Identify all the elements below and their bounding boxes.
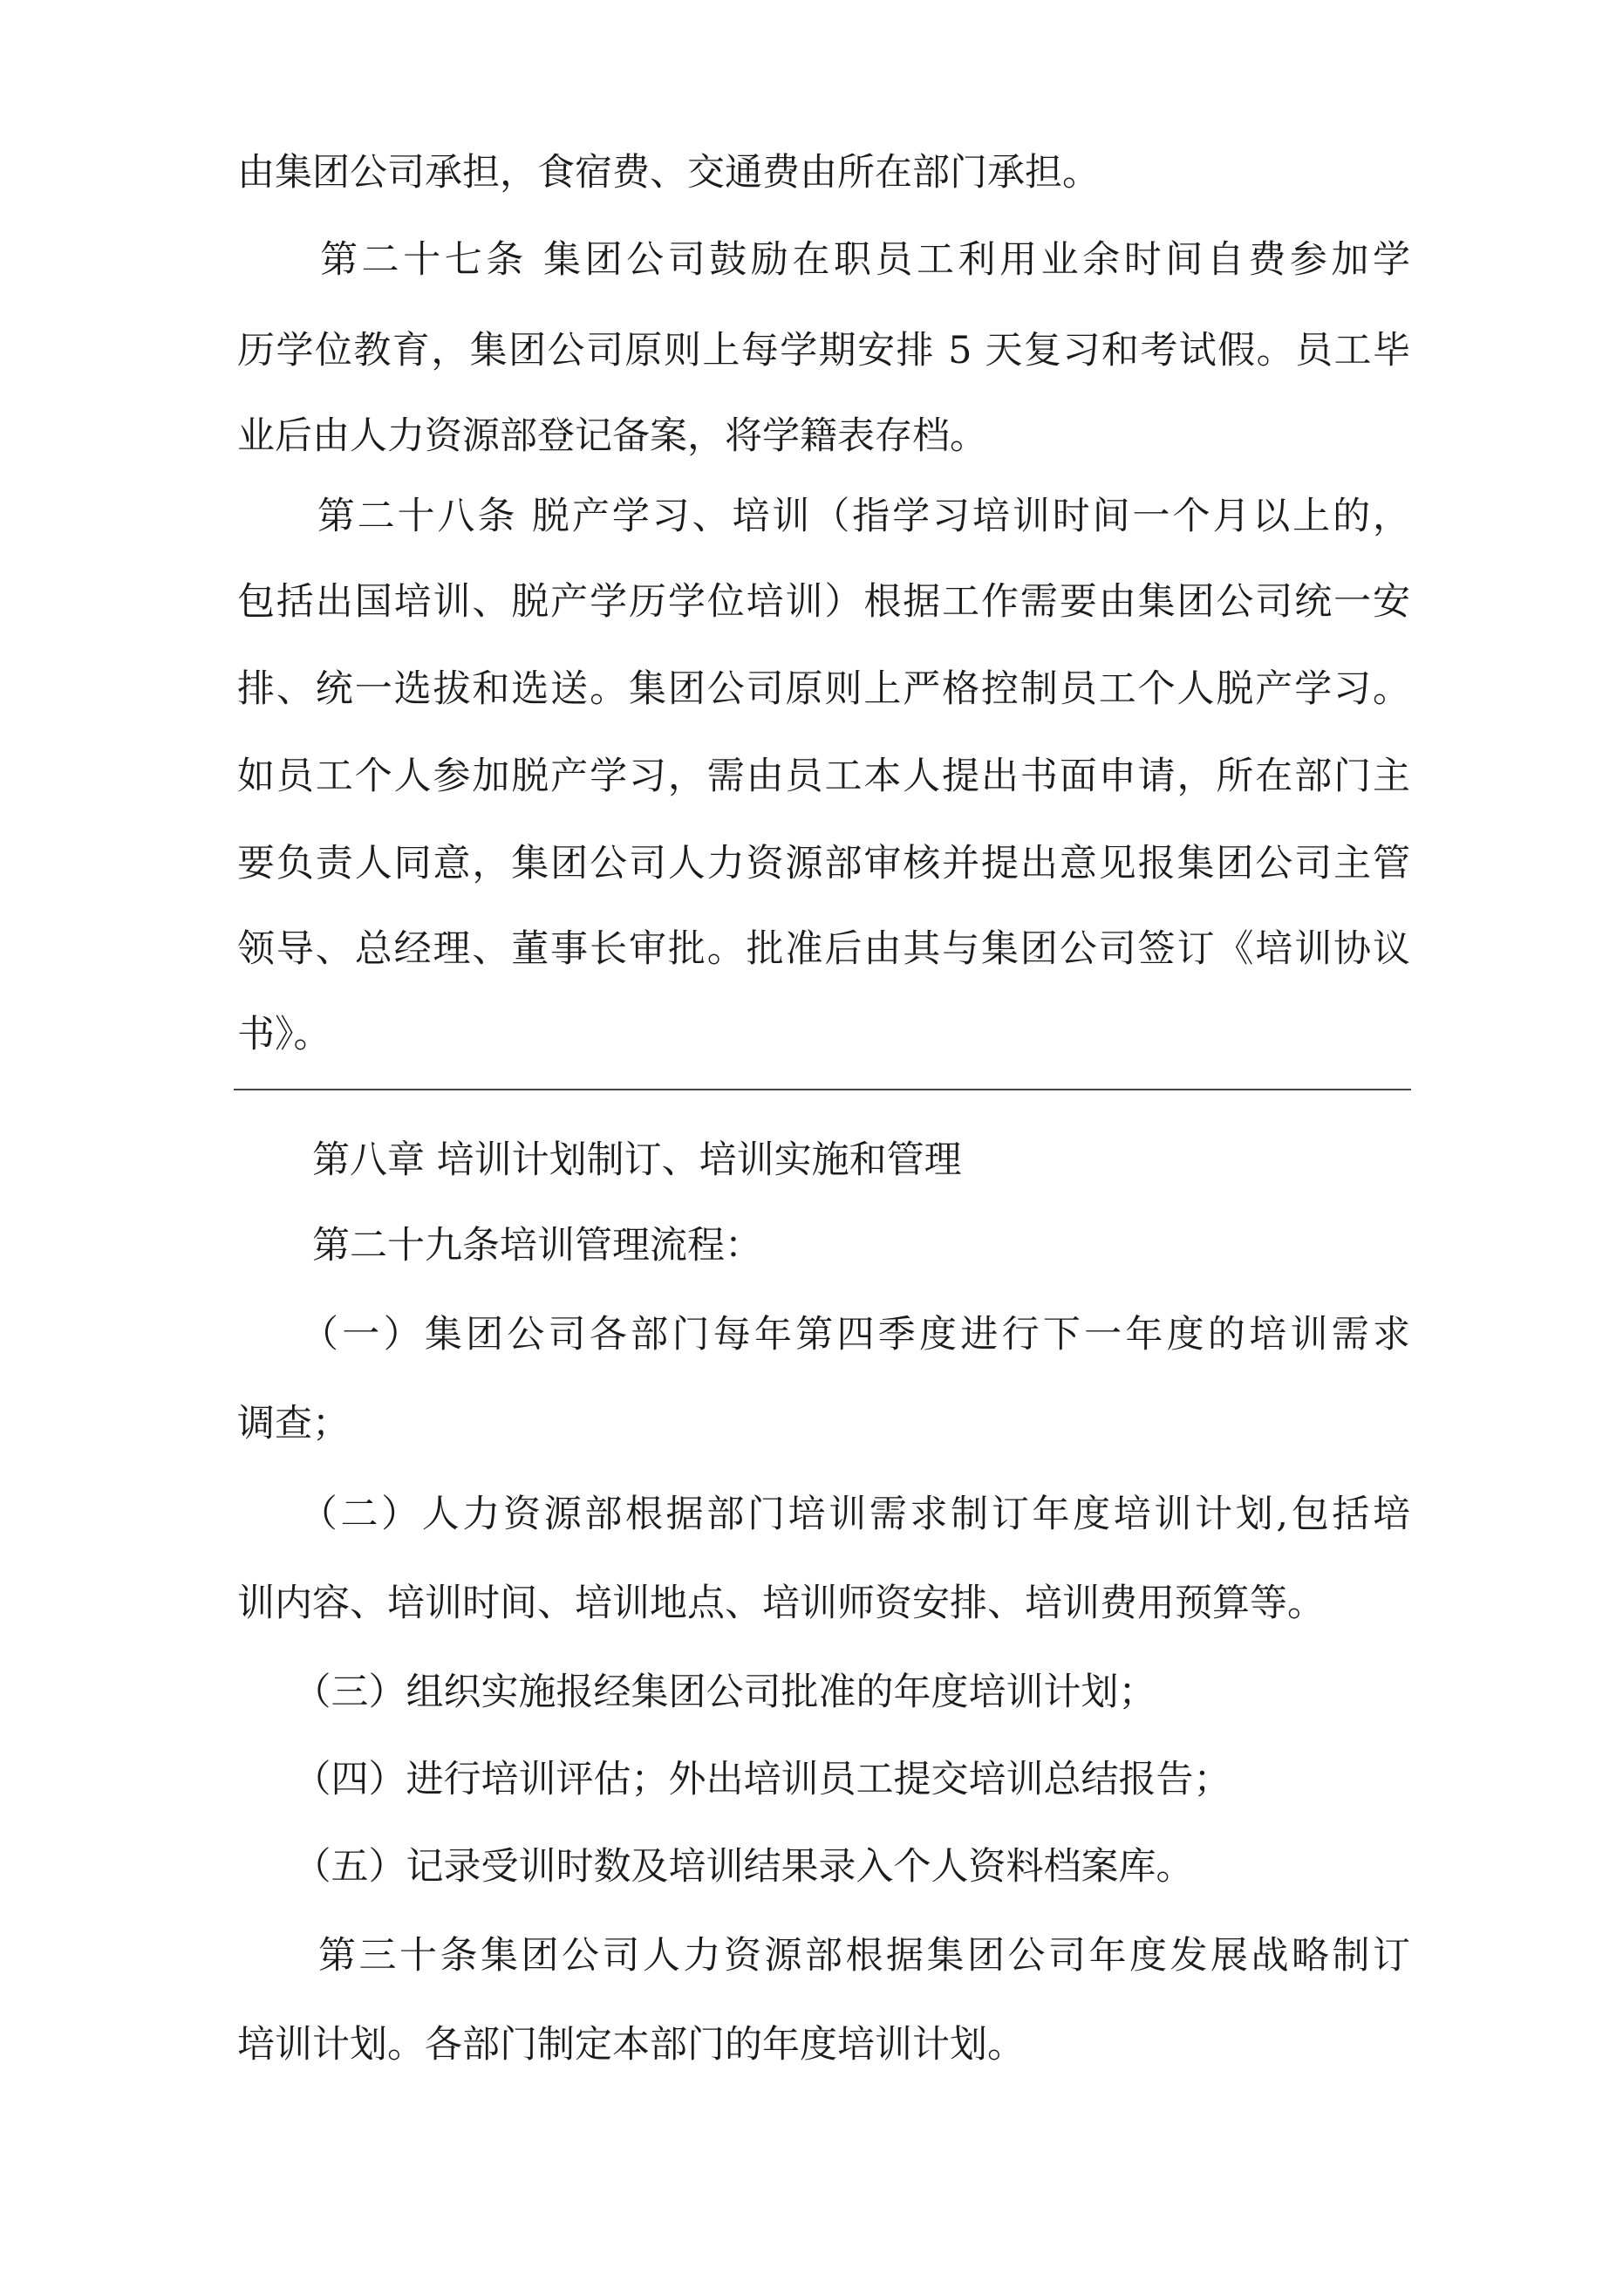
paragraph-line: 第二十九条培训管理流程： <box>237 1224 762 1268</box>
paragraph-line: （二）人力资源部根据部门培训需求制订年度培训计划,包括培 <box>237 1493 1410 1536</box>
paragraph-line: 由集团公司承担，食宿费、交通费由所在部门承担。 <box>237 151 1100 195</box>
paragraph-line: 书》。 <box>237 1013 331 1056</box>
paragraph-line: 包括出国培训、脱产学历学位培训）根据工作需要由集团公司统一安 <box>237 580 1410 624</box>
paragraph-line: 历学位教育，集团公司原则上每学期安排 5 天复习和考试假。员工毕 <box>237 329 1410 372</box>
paragraph-line: （三）组织实施报经集团公司批准的年度培训计划； <box>237 1671 1156 1714</box>
paragraph-line: （五）记录受训时数及培训结果录入个人资料档案库。 <box>237 1845 1194 1889</box>
paragraph-line: 调查； <box>237 1402 350 1445</box>
paragraph-line: （四）进行培训评估；外出培训员工提交培训总结报告； <box>237 1758 1231 1801</box>
paragraph-line: 要负责人同意，集团公司人力资源部审核并提出意见报集团公司主管 <box>237 842 1410 885</box>
paragraph-line: 排、统一选拔和选送。集团公司原则上严格控制员工个人脱产学习。 <box>237 667 1410 711</box>
chapter-heading: 第八章 培训计划制订、培训实施和管理 <box>237 1138 962 1182</box>
paragraph-line: （一）集团公司各部门每年第四季度进行下一年度的培训需求 <box>237 1313 1410 1356</box>
paragraph-line: 第三十条集团公司人力资源部根据集团公司年度发展战略制订 <box>237 1934 1410 1978</box>
paragraph-line: 如员工个人参加脱产学习，需由员工本人提出书面申请，所在部门主 <box>237 755 1410 798</box>
paragraph-line: 培训计划。各部门制定本部门的年度培训计划。 <box>237 2023 1025 2067</box>
paragraph-line: 业后由人力资源部登记备案，将学籍表存档。 <box>237 414 987 458</box>
paragraph-line: 训内容、培训时间、培训地点、培训师资安排、培训费用预算等。 <box>237 1582 1325 1625</box>
paragraph-line: 领导、总经理、董事长审批。批准后由其与集团公司签订《培训协议 <box>237 927 1410 971</box>
paragraph-line: 第二十八条 脱产学习、培训（指学习培训时间一个月以上的， <box>237 495 1410 538</box>
paragraph-line: 第二十七条 集团公司鼓励在职员工利用业余时间自费参加学 <box>237 238 1410 282</box>
horizontal-divider <box>234 1089 1411 1090</box>
